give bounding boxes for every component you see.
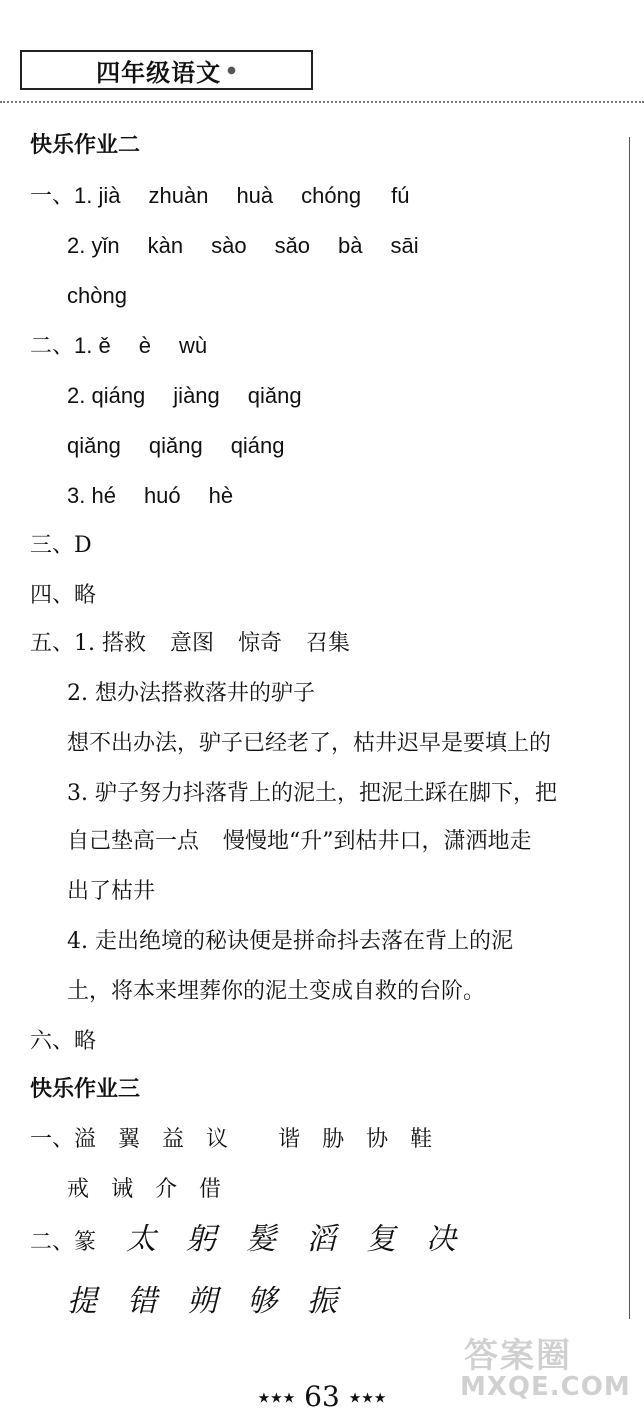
answer-item: 慢慢地“升”到枯井口，潇洒地走 xyxy=(223,829,532,854)
answer-line xyxy=(30,182,409,210)
answer-item: è xyxy=(138,333,151,358)
right-margin-line xyxy=(629,137,630,1319)
watermark-line1: 答案圈 xyxy=(464,1336,572,1376)
answer-item: 3. hé xyxy=(67,483,116,508)
watermark-line2: MXQE.COM xyxy=(460,1372,631,1402)
stars-right: ★★★ xyxy=(348,1390,387,1407)
answer-line xyxy=(67,828,532,856)
answer-line: chòng xyxy=(67,283,127,308)
header-dot: ● xyxy=(227,64,237,76)
answer-item: 2. yǐn xyxy=(67,233,120,258)
answer-item: 错 xyxy=(127,1284,157,1319)
stars-left: ★★★ xyxy=(257,1390,296,1407)
answer-item: sào xyxy=(211,233,247,258)
answer-line xyxy=(30,1222,457,1257)
section-title-3: 快乐作业三 xyxy=(30,1077,141,1102)
answer-item: zhuàn xyxy=(148,183,209,208)
answer-item: 胁 xyxy=(322,1127,345,1152)
answer-item: huà xyxy=(236,183,274,208)
answer-line xyxy=(67,232,419,260)
answer-item: 益 xyxy=(162,1127,185,1152)
answer-item: 复 xyxy=(366,1222,397,1257)
answer-line xyxy=(67,1176,221,1204)
answer-item: 惊奇 xyxy=(238,631,283,656)
answer-item: 鞋 xyxy=(410,1127,433,1152)
answer-item: 借 xyxy=(199,1177,222,1202)
answer-item: 滔 xyxy=(306,1222,337,1257)
watermark-logo xyxy=(460,1328,636,1408)
answer-item: 意图 xyxy=(169,631,214,656)
answer-line xyxy=(30,630,350,658)
answer-item: qiǎng xyxy=(247,383,302,408)
answer-item: 五、1. 搭救 xyxy=(30,631,146,656)
answer-item: qiǎng xyxy=(67,433,121,458)
answer-line xyxy=(30,332,207,360)
answer-line: 想不出办法，驴子已经老了，枯井迟早是要填上的 xyxy=(67,731,552,756)
answer-line: 三、D xyxy=(30,533,92,558)
answer-line: 4. 走出绝境的秘诀便是拼命抖去落在背上的泥 xyxy=(67,929,513,954)
answer-item: 二、篆 xyxy=(30,1230,97,1255)
answer-item: 躬 xyxy=(186,1222,217,1257)
answer-line: 3. 驴子努力抖落背上的泥土，把泥土踩在脚下，把 xyxy=(67,781,557,806)
answer-item: 谐 xyxy=(278,1127,301,1152)
answer-item: 协 xyxy=(366,1127,389,1152)
answer-item: wù xyxy=(178,333,208,358)
page-number: 63 xyxy=(304,1380,340,1413)
answer-item: bà xyxy=(338,233,363,258)
dotted-divider xyxy=(0,101,644,103)
answer-item: 一、1. jià xyxy=(30,183,121,208)
answer-item: qiǎng xyxy=(148,433,203,458)
answer-item: sāi xyxy=(390,233,419,258)
page-header-box xyxy=(20,50,313,90)
answer-item: fú xyxy=(391,183,410,208)
answer-item: 召集 xyxy=(306,631,351,656)
answer-line xyxy=(67,382,302,410)
answer-item: 髮 xyxy=(246,1222,277,1257)
answer-item: hè xyxy=(208,483,234,508)
answer-item: 诫 xyxy=(111,1177,134,1202)
section-title-2: 快乐作业二 xyxy=(30,133,141,158)
answer-line: 土，将本来埋葬你的泥土变成自救的台阶。 xyxy=(67,979,486,1004)
answer-item: huó xyxy=(143,483,181,508)
answer-line xyxy=(67,1284,337,1319)
answer-line: 出了枯井 xyxy=(67,879,156,904)
answer-item: 翼 xyxy=(118,1127,141,1152)
answer-line: 六、略 xyxy=(30,1029,97,1054)
answer-item: chóng xyxy=(301,183,362,208)
answer-item: 提 xyxy=(67,1284,97,1319)
answer-item: 朔 xyxy=(187,1284,217,1319)
answer-line: 四、略 xyxy=(30,583,97,608)
answer-line: 2. 想办法搭救落井的驴子 xyxy=(67,681,315,706)
answer-item: jiàng xyxy=(173,383,220,408)
answer-item: 议 xyxy=(206,1127,229,1152)
answer-item: 一、溢 xyxy=(30,1127,97,1152)
answer-line xyxy=(67,432,285,460)
answer-line xyxy=(30,1126,432,1154)
answer-item: 振 xyxy=(307,1284,337,1319)
answer-item: 戒 xyxy=(67,1177,90,1202)
answer-item: 介 xyxy=(155,1177,178,1202)
answer-item: qiáng xyxy=(230,433,285,458)
answer-item: sǎo xyxy=(274,233,311,258)
answer-item: 自己垫高一点 xyxy=(67,829,200,854)
answer-item: 二、1. ě xyxy=(30,333,111,358)
answer-item: 够 xyxy=(247,1284,277,1319)
answer-item: 决 xyxy=(426,1222,457,1257)
answer-line xyxy=(67,482,233,510)
page-header-title: 四年级语文 xyxy=(96,58,222,87)
answer-item: 太 xyxy=(126,1222,157,1257)
answer-item: 2. qiáng xyxy=(67,383,146,408)
answer-item: kàn xyxy=(147,233,184,258)
